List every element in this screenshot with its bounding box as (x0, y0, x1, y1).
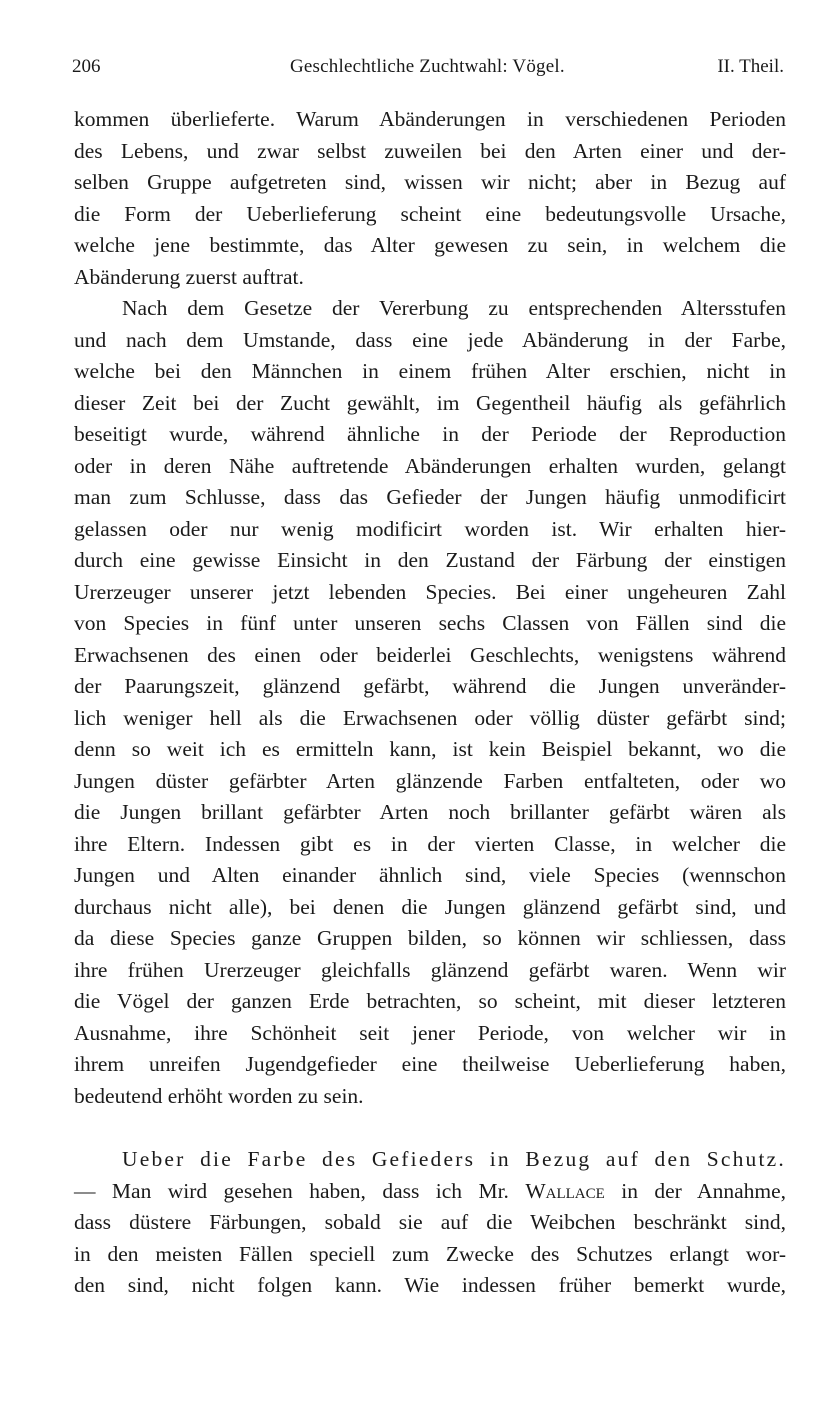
text-line: man zum Schlusse, dass das Gefieder der Jungen häufig unmodificirt (74, 485, 786, 509)
text-line: Nach dem Gesetze der Vererbung zu entsprechenden Altersstufen (122, 296, 786, 320)
text-line: gelassen oder nur wenig modificirt worden ist. Wir erhalten hier- (74, 516, 786, 541)
text-segment: — Man wird gesehen haben, dass ich Mr. (74, 1178, 509, 1203)
text-line: Jungen düster gefärbter Arten glänzende Farben entfalteten, oder wo (74, 768, 786, 793)
text-line: ihre Eltern. Indessen gibt es in der vierten Classe, in welcher die (74, 831, 786, 856)
text-line: bedeutend erhöht worden zu sein. (74, 1083, 364, 1108)
text-line: den sind, nicht folgen kann. Wie indessen früher bemerkt wurde, (74, 1273, 786, 1297)
body-text (74, 104, 786, 1302)
section-heading: Ueber die Farbe des Gefieders in Bezug auf den Schutz. (122, 1147, 786, 1171)
section-heading-line (74, 1144, 786, 1176)
text-line: beseitigt wurde, während ähnliche in der Periode der Reproduction (74, 422, 786, 446)
text-line: ihrem unreifen Jugendgefieder eine theilweise Ueberlieferung haben, (74, 1052, 786, 1076)
text-line: selben Gruppe aufgetreten sind, wissen wir nicht; aber in Bezug auf (74, 170, 786, 194)
text-line: welche jene bestimmte, das Alter gewesen zu sein, in welchem die (74, 233, 786, 257)
text-line: Abänderung zuerst auftrat. (74, 264, 304, 289)
author-name-wallace: Wallace (525, 1178, 605, 1203)
text-line: dass düstere Färbungen, sobald sie auf die Weibchen beschränkt sind, (74, 1210, 786, 1234)
text-line: Urerzeuger unserer jetzt lebenden Species. Bei einer ungeheuren Zahl (74, 579, 786, 604)
page-number: 206 (72, 56, 101, 77)
paragraph-1 (74, 104, 786, 293)
text-line: die Vögel der ganzen Erde betrachten, so scheint, mit dieser letzteren (74, 989, 786, 1013)
paragraph-2 (74, 293, 786, 1112)
text-line: der Paarungszeit, glänzend gefärbt, während die Jungen unveränder- (74, 674, 786, 698)
text-line: Ausnahme, ihre Schönheit seit jener Periode, von welcher wir in (74, 1020, 786, 1045)
running-head (72, 56, 792, 84)
text-line: denn so weit ich es ermitteln kann, ist kein Beispiel bekannt, wo die (74, 737, 786, 761)
text-line: Jungen und Alten einander ähnlich sind, viele Species (wennschon (74, 863, 786, 887)
text-line: dieser Zeit bei der Zucht gewählt, im Gegentheil häufig als gefährlich (74, 390, 786, 415)
text-line: und nach dem Umstande, dass eine jede Abänderung in der Farbe, (74, 327, 786, 352)
running-title: Geschlechtliche Zuchtwahl: Vögel. (290, 56, 565, 77)
text-line: die Jungen brillant gefärbter Arten noch brillanter gefärbt wären als (74, 800, 786, 824)
text-line (74, 1176, 786, 1208)
text-line: welche bei den Männchen in einem frühen Alter erschien, nicht in (74, 359, 786, 383)
text-line: ihre frühen Urerzeuger gleichfalls glänzend gefärbt waren. Wenn wir (74, 957, 786, 982)
text-line: die Form der Ueberlieferung scheint eine bedeutungsvolle Ursache, (74, 201, 786, 226)
section-protection (74, 1144, 786, 1302)
text-line: oder in deren Nähe auftretende Abänderungen erhalten wurden, gelangt (74, 453, 786, 478)
text-line: lich weniger hell als die Erwachsenen oder völlig düster gefärbt sind; (74, 705, 786, 730)
text-segment: in der Annahme, (621, 1178, 787, 1203)
text-line: Erwachsenen des einen oder beiderlei Geschlechts, wenigstens während (74, 642, 786, 667)
text-line: durchaus nicht alle), bei denen die Jungen glänzend gefärbt sind, und (74, 894, 786, 919)
section-gap (74, 1112, 786, 1144)
text-line: kommen überlieferte. Warum Abänderungen in verschiedenen Perioden (74, 107, 786, 131)
text-line: durch eine gewisse Einsicht in den Zustand der Färbung der einstigen (74, 548, 786, 572)
text-line: des Lebens, und zwar selbst zuweilen bei den Arten einer und der- (74, 138, 786, 163)
text-line: von Species in fünf unter unseren sechs Classen von Fällen sind die (74, 611, 786, 635)
text-line: da diese Species ganze Gruppen bilden, so können wir schliessen, dass (74, 926, 786, 950)
text-line: in den meisten Fällen speciell zum Zwecke des Schutzes erlangt wor- (74, 1241, 786, 1266)
part-label: II. Theil. (717, 56, 784, 77)
